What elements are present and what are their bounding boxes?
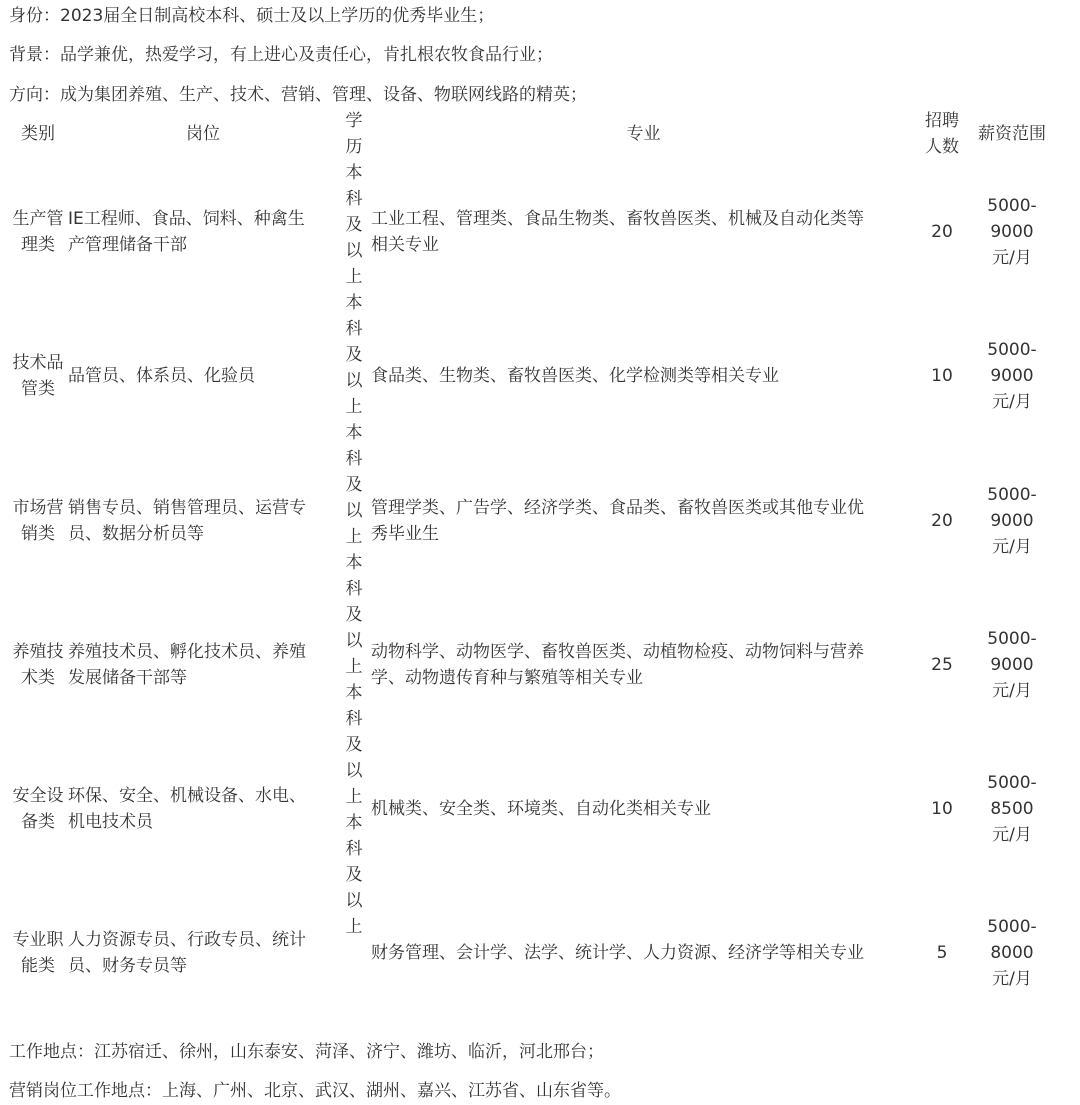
table-row-position-line: 员、数据分析员等 — [68, 524, 204, 544]
table-row-major-line: 秀毕业生 — [371, 524, 439, 544]
table-row-education-char: 本 — [345, 553, 363, 573]
table-row-education-char: 上 — [345, 787, 363, 807]
table-row-salary — [966, 485, 1058, 557]
header-salary: 薪资范围 — [978, 124, 1046, 144]
table-row-salary — [966, 917, 1058, 989]
table-row-salary — [966, 773, 1058, 845]
table-row-category — [9, 350, 67, 402]
table-row-category-line: 专业职 — [12, 930, 64, 950]
table-row-count — [918, 350, 966, 402]
table-row-major — [371, 927, 916, 979]
table-row-salary-line: 元/月 — [992, 248, 1032, 268]
table-row-salary-line: 元/月 — [992, 392, 1032, 412]
table-row-major-line: 动物科学、动物医学、畜牧兽医类、动植物检疫、动物饲料与营养 — [371, 642, 864, 662]
table-row-salary-line: 元/月 — [992, 681, 1032, 701]
table-row-count-line: 10 — [931, 799, 953, 819]
table-row-education-char: 科 — [345, 319, 363, 339]
table-row-education-char: 本 — [345, 813, 363, 833]
table-row-count-line: 20 — [931, 222, 953, 242]
table-row-position-line: 员、财务专员等 — [68, 956, 187, 976]
table-row-position — [68, 206, 338, 258]
table-row-salary-line: 元/月 — [992, 537, 1032, 557]
table-row-major — [371, 495, 916, 547]
table-row-count — [918, 206, 966, 258]
table-row-salary — [966, 629, 1058, 701]
table-row-position — [68, 350, 338, 402]
table-row-count — [918, 639, 966, 691]
table-row-count — [918, 495, 966, 547]
table-row-position-line: 产管理储备干部 — [68, 235, 187, 255]
header-count — [918, 108, 966, 160]
header-count-line1: 招聘 — [925, 111, 959, 131]
table-row-position — [68, 639, 338, 691]
table-row-count-line: 10 — [931, 366, 953, 386]
table-row-salary-line: 5000-8500 — [987, 773, 1037, 819]
header-education-char: 学 — [345, 111, 363, 131]
table-row-education-char: 上 — [345, 657, 363, 677]
table-row-education-char: 科 — [345, 839, 363, 859]
table-row-category — [9, 639, 67, 691]
header-major: 专业 — [626, 124, 661, 144]
table-row-category — [9, 783, 67, 835]
table-row-salary-line: 元/月 — [992, 825, 1032, 845]
table-row-major — [371, 350, 916, 402]
table-row-category — [9, 495, 67, 547]
table-row-major-line: 工业工程、管理类、食品生物类、畜牧兽医类、机械及自动化类等 — [371, 209, 864, 229]
table-row-major — [371, 206, 916, 258]
table-row-major-line: 管理学类、广告学、经济学类、食品类、畜牧兽医类或其他专业优 — [371, 498, 864, 518]
work-locations-text: 工作地点：江苏宿迁、徐州，山东泰安、菏泽、济宁、潍坊、临沂，河北邢台； — [9, 1042, 604, 1062]
table-row-salary-line: 元/月 — [992, 969, 1032, 989]
table-row-count-line: 5 — [936, 943, 948, 963]
table-row-category-line: 能类 — [21, 956, 55, 976]
header-education-char: 历 — [345, 137, 363, 157]
table-row-education-char: 科 — [345, 449, 363, 469]
table-row-education-char: 科 — [345, 579, 363, 599]
table-row-education-char: 本 — [345, 293, 363, 313]
table-row-category-line: 术类 — [21, 668, 55, 688]
table-row-category-line: 备类 — [21, 812, 55, 832]
table-row-major — [371, 639, 916, 691]
table-row-education-char: 以 — [345, 501, 363, 521]
table-row-education-char: 以 — [345, 371, 363, 391]
header-position: 岗位 — [186, 124, 220, 144]
table-row-education-char: 上 — [345, 397, 363, 417]
table-row-major-line: 相关专业 — [371, 235, 439, 255]
identity-text: 身份：2023届全日制高校本科、硕士及以上学历的优秀毕业生； — [9, 6, 495, 26]
table-row-education-char: 及 — [345, 605, 363, 625]
table-row-education-char: 以 — [345, 241, 363, 261]
table-row-education-char: 及 — [345, 475, 363, 495]
table-row-education-char: 上 — [345, 917, 363, 937]
table-row-position-line: 品管员、体系员、化验员 — [68, 366, 255, 386]
table-row-salary-line: 5000-9000 — [987, 629, 1037, 675]
header-category: 类别 — [21, 124, 55, 144]
table-row-salary-line: 5000-9000 — [987, 196, 1037, 242]
table-row-education-char: 本 — [345, 423, 363, 443]
table-row-education-char: 科 — [345, 709, 363, 729]
table-row-category-line: 技术品 — [12, 353, 64, 373]
table-row-position — [68, 495, 338, 547]
table-row-education-char: 本 — [345, 683, 363, 703]
table-row-position-line: 人力资源专员、行政专员、统计 — [68, 930, 306, 950]
table-row-category-line: 销类 — [21, 524, 55, 544]
table-row-education-char: 以 — [345, 761, 363, 781]
table-row-education-char: 上 — [345, 267, 363, 287]
table-row-education-char: 本 — [345, 163, 363, 183]
table-row-major-line: 机械类、安全类、环境类、自动化类相关专业 — [371, 799, 711, 819]
table-row-position — [68, 927, 338, 979]
table-row-salary-line: 5000-9000 — [987, 485, 1037, 531]
table-row-count-line: 25 — [931, 655, 953, 675]
table-row-salary-line: 5000-8000 — [987, 917, 1037, 963]
table-row-major — [371, 783, 916, 835]
table-row-count — [918, 783, 966, 835]
education-column — [339, 108, 369, 940]
table-row-position-line: 销售专员、销售管理员、运营专 — [68, 498, 306, 518]
table-row-count-line: 20 — [931, 511, 953, 531]
table-row-major-line: 食品类、生物类、畜牧兽医类、化学检测类等相关专业 — [371, 366, 779, 386]
table-row-education-char: 科 — [345, 189, 363, 209]
background-text: 背景：品学兼优，热爱学习，有上进心及责任心，肯扎根农牧食品行业； — [9, 45, 553, 65]
table-row-category-line: 安全设 — [12, 786, 64, 806]
table-row-major-line: 学、动物遗传育种与繁殖等相关专业 — [371, 668, 643, 688]
table-row-position-line: 环保、安全、机械设备、水电、 — [68, 786, 306, 806]
table-row-major-line: 财务管理、会计学、法学、统计学、人力资源、经济学等相关专业 — [371, 943, 864, 963]
table-row-position-line: 发展储备干部等 — [68, 668, 187, 688]
table-row-position-line: 机电技术员 — [68, 812, 153, 832]
table-row-education-char: 上 — [345, 527, 363, 547]
header-count-line2: 人数 — [925, 137, 959, 157]
table-row-education-char: 以 — [345, 891, 363, 911]
table-row-salary — [966, 196, 1058, 268]
table-row-position-line: IE工程师、食品、饲料、种禽生 — [68, 209, 305, 229]
table-row-category-line: 管类 — [21, 379, 55, 399]
table-row-count — [918, 927, 966, 979]
table-row-category-line: 市场营 — [12, 498, 64, 518]
table-row-position — [68, 783, 338, 835]
table-row-category — [9, 206, 67, 258]
table-row-salary — [966, 340, 1058, 412]
table-row-education-char: 及 — [345, 735, 363, 755]
table-row-education-char: 以 — [345, 631, 363, 651]
table-row-position-line: 养殖技术员、孵化技术员、养殖 — [68, 642, 306, 662]
table-row-education-char: 及 — [345, 865, 363, 885]
table-row-category — [9, 927, 67, 979]
sales-locations-text: 营销岗位工作地点：上海、广州、北京、武汉、湖州、嘉兴、江苏省、山东省等。 — [9, 1081, 621, 1101]
table-row-category-line: 生产管 — [12, 209, 64, 229]
table-row-category-line: 理类 — [21, 235, 55, 255]
table-row-education-char: 及 — [345, 215, 363, 235]
table-row-education-char: 及 — [345, 345, 363, 365]
direction-text: 方向：成为集团养殖、生产、技术、营销、管理、设备、物联网线路的精英； — [9, 85, 587, 105]
table-row-salary-line: 5000-9000 — [987, 340, 1037, 386]
table-row-category-line: 养殖技 — [12, 642, 64, 662]
